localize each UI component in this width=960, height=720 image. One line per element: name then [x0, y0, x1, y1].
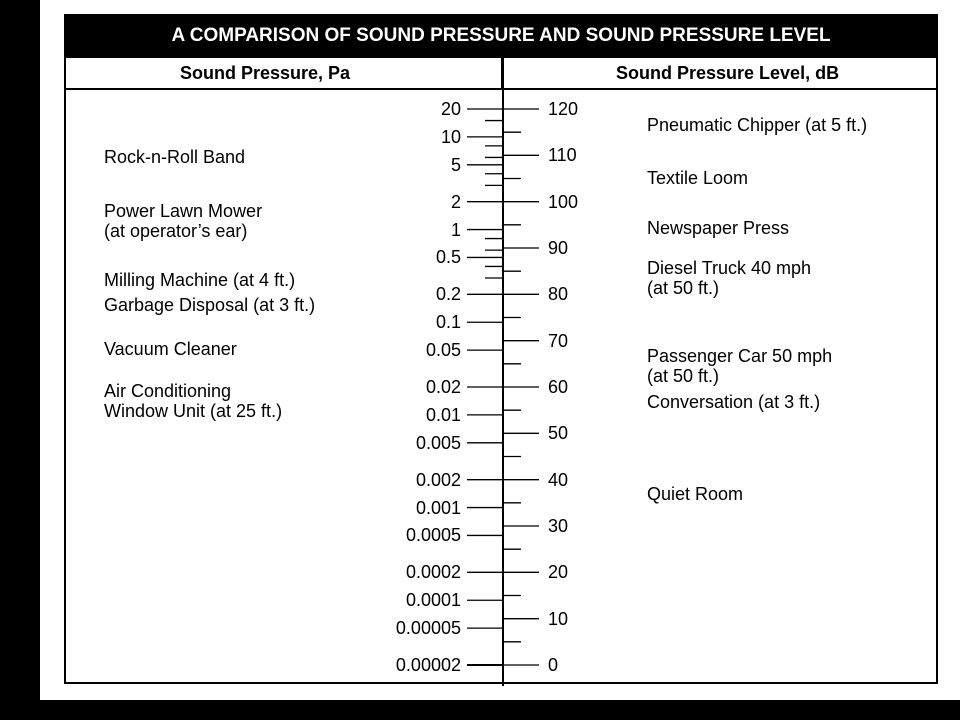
noise-source-label: Vacuum Cleaner — [104, 339, 237, 359]
db-tick-label: 120 — [548, 99, 579, 119]
db-tick-label: 50 — [548, 423, 569, 443]
pa-tick-label: 0.5 — [435, 247, 461, 267]
noise-source-label: Quiet Room — [647, 484, 744, 504]
header-sound-pressure: Sound Pressure, Pa — [180, 63, 351, 83]
pa-tick-label: 0.0001 — [405, 590, 461, 610]
pa-tick-label: 0.002 — [415, 470, 461, 490]
noise-source-label: (at 50 ft.) — [647, 366, 720, 386]
noise-source-label: Window Unit (at 25 ft.) — [104, 401, 283, 421]
db-tick-label: 10 — [548, 609, 569, 629]
pa-tick-label: 0.005 — [415, 433, 461, 453]
db-tick-label: 80 — [548, 284, 569, 304]
db-tick-label: 100 — [548, 192, 579, 212]
noise-source-label: Air Conditioning — [104, 381, 232, 401]
noise-source-label: Newspaper Press — [647, 218, 790, 238]
db-tick-label: 40 — [548, 470, 569, 490]
pa-tick-label: 0.05 — [425, 340, 461, 360]
db-tick-label: 20 — [548, 562, 569, 582]
pa-tick-label: 0.00002 — [395, 655, 461, 675]
pa-tick-label: 0.1 — [435, 312, 461, 332]
db-tick-label: 30 — [548, 516, 569, 536]
pa-tick-label: 0.00005 — [395, 618, 461, 638]
pa-tick-label: 1 — [450, 220, 461, 240]
noise-source-label: Conversation (at 3 ft.) — [647, 392, 821, 412]
noise-source-label: Power Lawn Mower — [104, 201, 263, 221]
noise-source-label: Textile Loom — [647, 168, 749, 188]
db-tick-label: 70 — [548, 331, 569, 351]
header-sound-pressure-level: Sound Pressure Level, dB — [616, 63, 840, 83]
db-tick-label: 60 — [548, 377, 569, 397]
pa-tick-label: 0.02 — [425, 377, 461, 397]
pa-tick-label: 0.001 — [415, 498, 461, 518]
db-tick-label: 0 — [548, 655, 559, 675]
db-tick-label: 90 — [548, 238, 569, 258]
noise-source-label: Garbage Disposal (at 3 ft.) — [104, 295, 316, 315]
pa-tick-label: 2 — [450, 192, 461, 212]
pa-tick-label: 0.0005 — [405, 525, 461, 545]
noise-source-label: Passenger Car 50 mph — [647, 346, 833, 366]
pa-tick-label: 20 — [440, 99, 461, 119]
noise-source-label: (at operator’s ear) — [104, 221, 248, 241]
db-tick-label: 110 — [548, 145, 577, 165]
noise-source-label: (at 50 ft.) — [647, 278, 720, 298]
table-title: A COMPARISON OF SOUND PRESSURE AND SOUND PRESSURE LEVEL — [171, 25, 831, 46]
noise-source-label: Milling Machine (at 4 ft.) — [104, 270, 296, 290]
pa-tick-label: 0.0002 — [405, 562, 461, 582]
pa-tick-label: 10 — [440, 127, 461, 147]
noise-source-label: Pneumatic Chipper (at 5 ft.) — [647, 115, 868, 135]
pa-tick-label: 5 — [450, 155, 461, 175]
noise-source-label: Diesel Truck 40 mph — [647, 258, 812, 278]
pa-tick-label: 0.01 — [425, 405, 461, 425]
noise-source-label: Rock-n-Roll Band — [104, 147, 246, 167]
pa-tick-label: 0.2 — [435, 284, 461, 304]
